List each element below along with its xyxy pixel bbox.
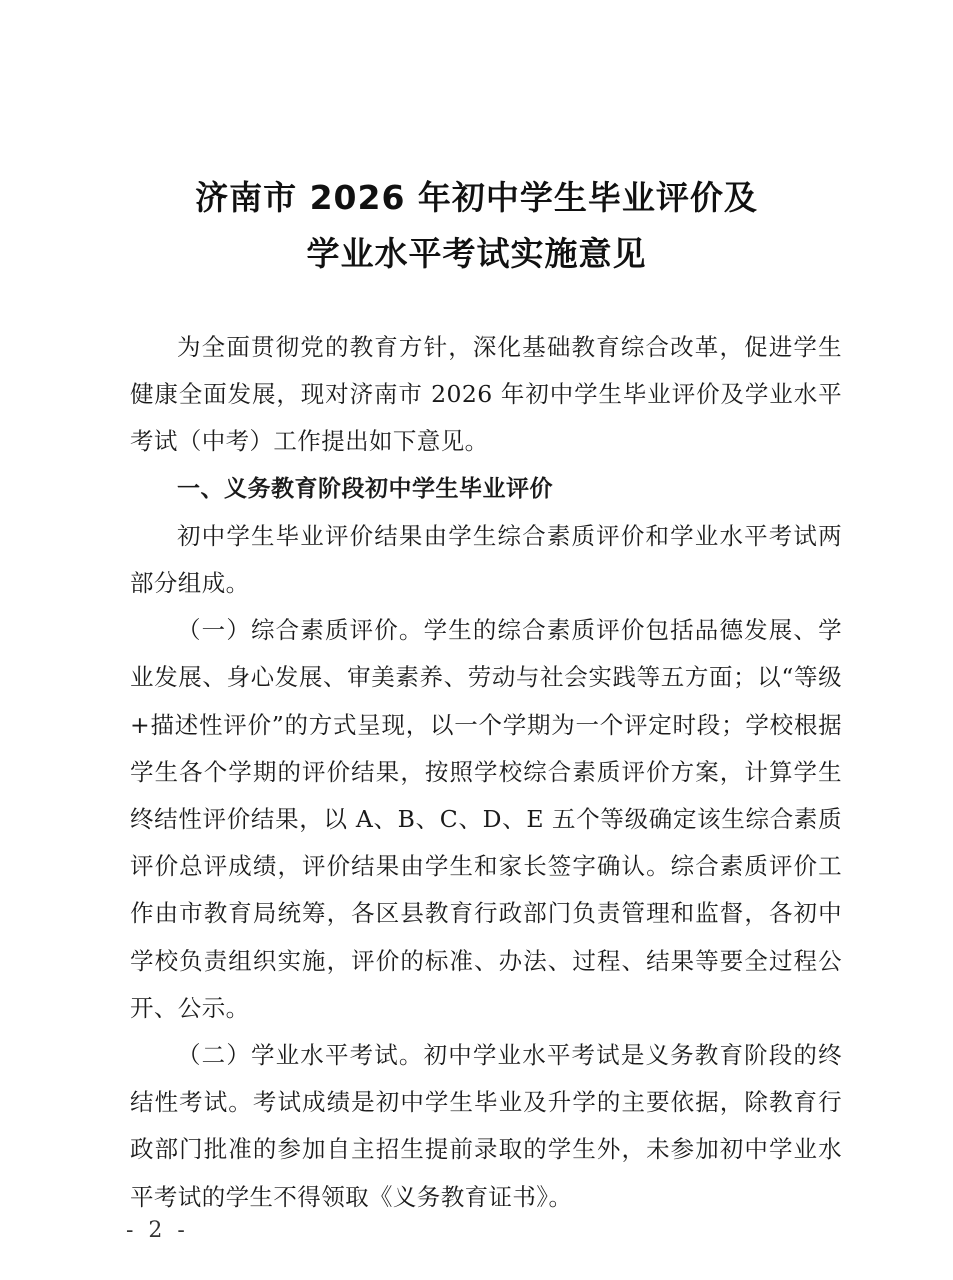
- page-number: - 2 -: [126, 1218, 189, 1243]
- subsection-comprehensive-evaluation: （一）综合素质评价。学生的综合素质评价包括品德发展、学业发展、身心发展、审美素养、劳动与社会实践等五方面；以“等级+描述性评价”的方式呈现，以一个学期为一个评定时段；学校根据学生各个学期的评价结果，按照学校综合素质评价方案，计算学生终结性评价结果，以 A、B、C、D、E 五个等级确定该生综合素质评价总评成绩，评价结果由学生和家长签字确认。综合素质评价工作由市教育局统筹，各区县教育行政部门负责管理和监督，各初中学校负责组织实施，评价的标准、办法、过程、结果等要全过程公开、公示。: [130, 616, 842, 1022]
- intro-paragraph: 为全面贯彻党的教育方针，深化基础教育综合改革，促进学生健康全面发展，现对济南市 2026 年初中学生毕业评价及学业水平考试（中考）工作提出如下意见。: [130, 333, 842, 456]
- document-body: [130, 324, 842, 1221]
- document-title-line-2: 学业水平考试实施意见: [306, 234, 647, 273]
- subsection-academic-exam: （二）学业水平考试。初中学业水平考试是义务教育阶段的终结性考试。考试成绩是初中学生毕业及升学的主要依据，除教育行政部门批准的参加自主招生提前录取的学生外，未参加初中学业水平考试的学生不得领取《义务教育证书》。: [130, 1041, 842, 1211]
- section-1-intro-paragraph: 初中学生毕业评价结果由学生综合素质评价和学业水平考试两部分组成。: [130, 521, 842, 598]
- section-heading-1: 一、义务教育阶段初中学生毕业评价: [177, 475, 553, 502]
- document-title-line-1: 济南市 2026 年初中学生毕业评价及: [195, 178, 758, 217]
